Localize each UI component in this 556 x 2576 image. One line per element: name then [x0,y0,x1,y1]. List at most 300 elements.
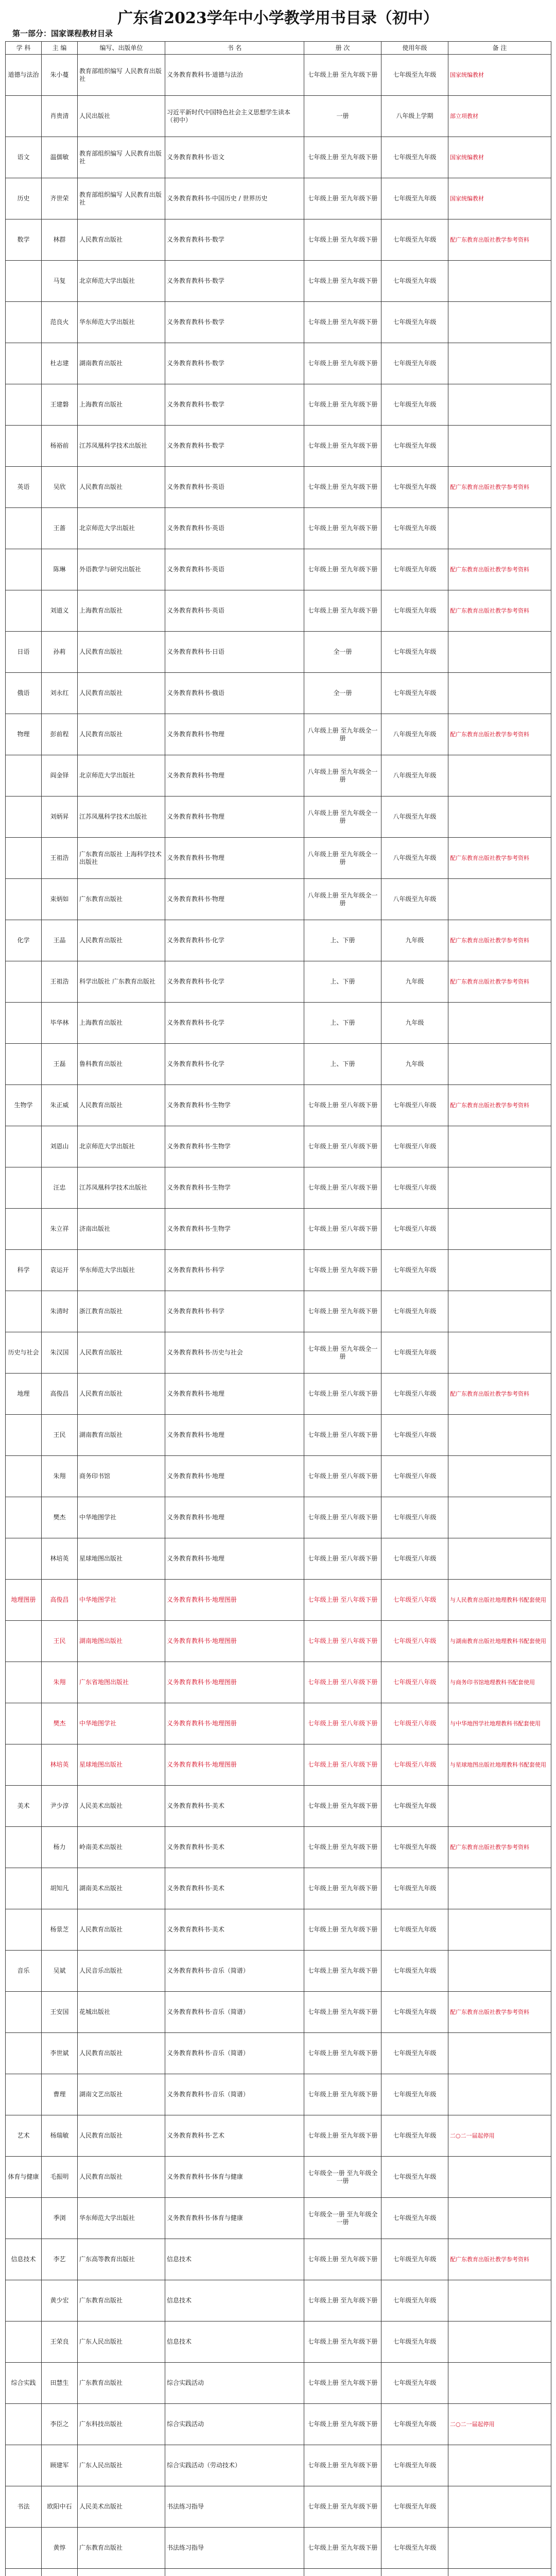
table-row [6,1415,551,1456]
table-header-row [6,42,551,55]
table-cell-publisher: 中华地图学社 [78,1497,165,1538]
header-editor: 主 编 [42,42,78,55]
table-cell-note: 配广东教育出版社教学参考资料 [448,1085,551,1126]
table-cell-note: 配广东教育出版社教学参考资料 [448,467,551,508]
table-row [6,508,551,549]
table-row [6,2033,551,2074]
table-cell-grade: 八年级至九年级 [381,714,448,755]
table-cell-subject: 道德与法治 [6,55,42,96]
table-cell-book: 义务教育教科书·生物学 [165,1085,304,1126]
table-cell-book: 义务教育教科书·化学 [165,1003,304,1044]
table-cell-editor: 王祖浩 [42,838,78,879]
table-cell-publisher: 中华地图学社 [78,1703,165,1744]
table-cell-book: 义务教育教科书·化学 [165,1044,304,1085]
table-row [6,96,551,137]
table-cell-grade: 七年级至九年级 [381,2528,448,2569]
table-cell-book: 义务教育教科书·美术 [165,1909,304,1951]
table-cell-note: 配广东教育出版社教学参考资料 [448,2239,551,2280]
table-cell-publisher: 广东科技出版社 [78,2404,165,2445]
table-cell-grade: 七年级至九年级 [381,2363,448,2404]
table-row [6,1703,551,1744]
table-row [6,1497,551,1538]
table-cell-note [448,343,551,384]
table-cell-volume: 七年级上册 至九年级下册 [304,1868,381,1909]
table-cell-book: 义务教育教科书·物理 [165,755,304,796]
table-cell-volume: 全一册 [304,632,381,673]
table-cell-note: 二○二一届起停用 [448,2115,551,2157]
table-cell-editor: 彭前程 [42,714,78,755]
table-cell-volume: 八年级上册 至九年级全一册 [304,838,381,879]
table-cell-volume: 七年级上册 至九年级下册 [304,2321,381,2363]
table-row [6,1332,551,1374]
table-cell-volume: 七年级上册 至八年级下册 [304,1167,381,1209]
table-row [6,1209,551,1250]
table-cell-subject [6,343,42,384]
table-cell-subject: 地理图册 [6,1580,42,1621]
table-row [6,1662,551,1703]
table-cell-note [448,1003,551,1044]
table-cell-editor: 阎金铎 [42,755,78,796]
table-cell-note [448,2445,551,2486]
table-cell-book: 义务教育教科书·音乐（简谱） [165,1992,304,2033]
catalog-table [5,41,551,2576]
table-cell-subject: 综合实践 [6,2363,42,2404]
table-cell-grade: 七年级至九年级 [381,549,448,590]
section-heading: 第一部分：国家课程教材目录 [12,29,113,38]
table-cell-grade: 七年级至九年级 [381,2280,448,2321]
table-row [6,1621,551,1662]
header-subject: 学 科 [6,42,42,55]
table-row [6,879,551,920]
table-cell-book: 书法练习指导 [165,2528,304,2569]
table-cell-note [448,2074,551,2115]
table-cell-note [448,1868,551,1909]
table-cell-note [448,1044,551,1085]
table-cell-note [448,632,551,673]
table-cell-subject: 数学 [6,219,42,261]
table-cell-volume: 七年级全一册 至九年级全一册 [304,2157,381,2198]
table-row [6,1538,551,1580]
table-cell-note: 配广东教育出版社教学参考资料 [448,549,551,590]
table-cell-subject [6,1209,42,1250]
table-cell-volume: 七年级上册 至九年级下册 [304,343,381,384]
table-cell-publisher: 北京师范大学出版社 [78,755,165,796]
table-row [6,1044,551,1085]
table-cell-subject: 日语 [6,632,42,673]
table-cell-publisher: 人民教育出版社 [78,1085,165,1126]
table-cell-editor: 毛振明 [42,2157,78,2198]
table-cell-book: 义务教育教科书·英语 [165,549,304,590]
table-cell-subject [6,590,42,632]
table-cell-volume: 七年级上册 至九年级下册 [304,2486,381,2528]
table-cell-book: 义务教育教科书·体育与健康 [165,2198,304,2239]
table-cell-book: 义务教育教科书·音乐（简谱） [165,2074,304,2115]
table-cell-note [448,2033,551,2074]
table-cell-book: 义务教育教科书·地理图册 [165,1580,304,1621]
table-cell-grade: 七年级至八年级 [381,1415,448,1456]
table-row [6,796,551,838]
table-cell-volume: 七年级上册 至九年级下册 [304,549,381,590]
table-cell-volume: 七年级上册 至九年级下册 [304,1786,381,1827]
table-cell-publisher: 华东师范大学出版社 [78,1250,165,1291]
table-row [6,1456,551,1497]
table-row [6,632,551,673]
table-cell-note [448,302,551,343]
table-cell-book: 义务教育教科书·化学 [165,920,304,961]
table-cell-publisher: 济南出版社 [78,1209,165,1250]
table-cell-volume: 七年级上册 至九年级下册 [304,2363,381,2404]
table-cell-publisher: 人民教育出版社 [78,1909,165,1951]
table-cell-editor: 林群 [42,219,78,261]
table-cell-grade: 七年级至九年级 [381,1827,448,1868]
table-cell-book: 义务教育教科书·生物学 [165,1126,304,1167]
table-cell-publisher: 北京师范大学出版社 [78,261,165,302]
table-row [6,1909,551,1951]
table-cell-editor: 毕华林 [42,1003,78,1044]
table-cell-editor: 曹理 [42,2074,78,2115]
table-cell-editor: 朱清时 [42,1291,78,1332]
table-cell-editor: 朱正威 [42,1085,78,1126]
table-cell-publisher: 人民美术出版社 [78,2486,165,2528]
table-row [6,1827,551,1868]
table-cell-grade: 七年级至九年级 [381,632,448,673]
table-cell-book: 义务教育教科书·体育与健康 [165,2157,304,2198]
table-cell-subject [6,1044,42,1085]
table-cell-grade: 七年级至九年级 [381,2074,448,2115]
table-cell-note [448,796,551,838]
table-cell-grade: 七年级至九年级 [381,137,448,178]
table-cell-subject [6,755,42,796]
table-cell-volume: 七年级上册 至八年级下册 [304,1497,381,1538]
table-cell-subject [6,2528,42,2569]
table-cell-publisher: 人民教育出版社 [78,2115,165,2157]
table-cell-publisher: 人民音乐出版社 [78,1951,165,1992]
table-cell-book [165,2569,304,2576]
table-cell-grade: 七年级至九年级 [381,426,448,467]
table-cell-publisher: 湖南美术出版社 [78,1868,165,1909]
table-cell-book: 义务教育教科书·生物学 [165,1167,304,1209]
table-cell-volume: 七年级上册 至九年级下册 [304,2033,381,2074]
table-cell-note: 与人民教育出版社地理教科书配套使用 [448,1580,551,1621]
table-cell-book: 义务教育教科书·中国历史 / 世界历史 [165,178,304,219]
table-cell-volume: 七年级上册 至九年级下册 [304,137,381,178]
table-cell-editor: 肖贵清 [42,96,78,137]
table-cell-editor: 王安国 [42,1992,78,2033]
table-cell-grade: 七年级至八年级 [381,1085,448,1126]
table-cell-volume: 上、下册 [304,961,381,1003]
table-cell-publisher: 人民教育出版社 [78,673,165,714]
table-cell-publisher: 广东高等教育出版社 [78,2239,165,2280]
table-cell-editor: 王磊 [42,1044,78,1085]
table-row [6,673,551,714]
table-cell-volume: 七年级上册 至九年级下册 [304,1992,381,2033]
table-row [6,261,551,302]
table-cell-note: 国家统编教材 [448,55,551,96]
table-cell-note [448,755,551,796]
table-cell-editor: 吴欣 [42,467,78,508]
table-cell-editor: 林培英 [42,1744,78,1786]
table-cell-subject [6,2074,42,2115]
table-cell-grade: 七年级至九年级 [381,384,448,426]
table-cell-note: 国家统编教材 [448,178,551,219]
table-cell-editor: 顾建军 [42,2445,78,2486]
table-cell-editor: 李世斌 [42,2033,78,2074]
table-cell-note [448,1126,551,1167]
table-cell-book: 义务教育教科书·生物学 [165,1209,304,1250]
table-cell-editor: 王民 [42,1415,78,1456]
table-cell-grade: 七年级至八年级 [381,1497,448,1538]
table-cell-grade: 八年级至九年级 [381,838,448,879]
table-cell-note: 配广东教育出版社教学参考资料 [448,961,551,1003]
table-cell-volume: 七年级上册 至九年级下册 [304,2528,381,2569]
table-cell-volume: 七年级上册 至九年级下册 [304,2239,381,2280]
table-cell-subject [6,2033,42,2074]
table-cell-subject: 美术 [6,1786,42,1827]
table-cell-book: 义务教育教科书·日语 [165,632,304,673]
table-cell-subject [6,1909,42,1951]
table-cell-grade: 七年级至八年级 [381,1538,448,1580]
table-row [6,178,551,219]
table-cell-editor: 王晶 [42,920,78,961]
table-cell-subject [6,1415,42,1456]
table-cell-volume: 八年级上册 至九年级全一册 [304,879,381,920]
table-cell-book: 义务教育教科书·数学 [165,261,304,302]
table-row [6,384,551,426]
table-cell-subject [6,879,42,920]
table-row [6,2528,551,2569]
table-cell-publisher: 星球地图出版社 [78,1744,165,1786]
table-row [6,2239,551,2280]
table-cell-subject: 艺术 [6,2115,42,2157]
table-cell-editor: 朱翔 [42,1662,78,1703]
table-cell-subject [6,1868,42,1909]
table-cell-note [448,2569,551,2576]
table-cell-editor: 孙莉 [42,632,78,673]
table-cell-note: 配广东教育出版社教学参考资料 [448,219,551,261]
table-cell-grade: 七年级至九年级 [381,261,448,302]
table-cell-note [448,1951,551,1992]
table-row [6,2074,551,2115]
table-cell-note: 配广东教育出版社教学参考资料 [448,1992,551,2033]
table-cell-grade: 七年级至九年级 [381,2321,448,2363]
header-publisher: 编写、出版单位 [78,42,165,55]
table-cell-grade: 七年级至九年级 [381,2404,448,2445]
table-cell-book: 义务教育教科书·地理图册 [165,1662,304,1703]
table-cell-editor: 刘恩山 [42,1126,78,1167]
table-row [6,1786,551,1827]
table-cell-grade: 八年级至九年级 [381,796,448,838]
table-cell-note [448,879,551,920]
table-cell-volume: 七年级上册 至八年级下册 [304,1662,381,1703]
table-cell-editor: 樊杰 [42,1703,78,1744]
table-cell-note [448,2157,551,2198]
table-cell-volume: 七年级上册 至八年级下册 [304,1538,381,1580]
table-cell-grade: 七年级至九年级 [381,1250,448,1291]
table-cell-book: 义务教育教科书·物理 [165,714,304,755]
table-cell-subject: 体育与健康 [6,2157,42,2198]
table-cell-note: 与湖南教育出版社地理教科书配套使用 [448,1621,551,1662]
table-cell-note [448,261,551,302]
table-cell-publisher: 广东省地图出版社 [78,1662,165,1703]
table-cell-publisher: 人民教育出版社 [78,714,165,755]
table-cell-publisher: 人民出版社 [78,96,165,137]
table-cell-subject [6,2280,42,2321]
table-body [6,55,551,2576]
table-cell-book: 义务教育教科书·美术 [165,1827,304,1868]
table-cell-volume: 八年级上册 至九年级全一册 [304,796,381,838]
table-cell-editor: 樊杰 [42,1497,78,1538]
table-cell-volume: 上、下册 [304,920,381,961]
table-cell-volume: 七年级上册 至九年级下册 [304,2404,381,2445]
table-cell-note [448,1415,551,1456]
table-cell-publisher: 湖南地图出版社 [78,1621,165,1662]
table-cell-subject: 语文 [6,137,42,178]
table-cell-note [448,2528,551,2569]
table-cell-editor: 袁运开 [42,1250,78,1291]
table-cell-note [448,2321,551,2363]
table-cell-volume: 上、下册 [304,1003,381,1044]
table-cell-editor: 欧阳中石 [42,2486,78,2528]
table-cell-subject: 历史与社会 [6,1332,42,1374]
table-row [6,1580,551,1621]
table-cell-subject [6,1827,42,1868]
table-row [6,1992,551,2033]
table-cell-book: 义务教育教科书·地理图册 [165,1703,304,1744]
table-row [6,467,551,508]
table-cell-volume: 七年级上册 至八年级下册 [304,1085,381,1126]
table-cell-editor [42,2569,78,2576]
table-row [6,1374,551,1415]
table-cell-editor: 胡知凡 [42,1868,78,1909]
table-cell-book: 义务教育教科书·美术 [165,1868,304,1909]
table-cell-publisher: 教育部组织编写 人民教育出版社 [78,137,165,178]
table-cell-book: 义务教育教科书·物理 [165,879,304,920]
table-row [6,219,551,261]
table-row [6,1868,551,1909]
table-cell-note: 配广东教育出版社教学参考资料 [448,920,551,961]
table-cell-publisher: 广东人民出版社 [78,2445,165,2486]
table-cell-grade: 七年级至八年级 [381,1126,448,1167]
table-cell-editor: 高俊昌 [42,1580,78,1621]
table-cell-note [448,1250,551,1291]
table-cell-volume: 一册 [304,96,381,137]
table-cell-subject [6,2198,42,2239]
table-row [6,343,551,384]
table-cell-grade: 九年级 [381,1044,448,1085]
table-cell-grade: 七年级至九年级 [381,508,448,549]
table-cell-publisher: 科学出版社 广东教育出版社 [78,961,165,1003]
table-cell-publisher: 岭南美术出版社 [78,1827,165,1868]
table-row [6,2404,551,2445]
table-row [6,1003,551,1044]
table-cell-grade: 九年级 [381,961,448,1003]
table-cell-book: 义务教育教科书·俄语 [165,673,304,714]
table-row [6,302,551,343]
table-cell-editor: 杨景芝 [42,1909,78,1951]
table-cell-volume: 七年级上册 至九年级下册 [304,1951,381,1992]
table-cell-volume: 七年级上册 至九年级全一册 [304,1332,381,1374]
table-cell-subject: 物理 [6,714,42,755]
table-cell-book: 义务教育教科书·语文 [165,137,304,178]
table-cell-subject [6,796,42,838]
table-cell-editor: 刘道义 [42,590,78,632]
table-cell-note: 配广东教育出版社教学参考资料 [448,590,551,632]
table-cell-subject [6,549,42,590]
table-cell-note: 与商务印书馆地理教科书配套使用 [448,1662,551,1703]
table-cell-subject [6,261,42,302]
table-cell-grade: 七年级至八年级 [381,1621,448,1662]
table-cell-book: 义务教育教科书·科学 [165,1291,304,1332]
header-book: 书 名 [165,42,304,55]
table-cell-editor: 朱汉国 [42,1332,78,1374]
table-cell-grade: 八年级上学期 [381,96,448,137]
table-cell-editor: 李臣之 [42,2404,78,2445]
table-cell-note: 部立项教材 [448,96,551,137]
table-cell-editor: 王蔷 [42,508,78,549]
table-cell-editor: 温儒敏 [42,137,78,178]
table-cell-grade: 七年级至九年级 [381,1291,448,1332]
table-cell-note: 二○二一届起停用 [448,2404,551,2445]
table-cell-note [448,1456,551,1497]
table-cell-publisher: 人民教育出版社 [78,2033,165,2074]
table-cell-grade: 七年级至八年级 [381,1703,448,1744]
table-cell-volume: 七年级上册 至八年级下册 [304,1456,381,1497]
table-cell-subject [6,96,42,137]
table-row [6,2115,551,2157]
table-cell-volume: 七年级上册 至九年级下册 [304,508,381,549]
table-cell-subject [6,1662,42,1703]
table-cell-book: 义务教育教科书·地理图册 [165,1744,304,1786]
table-cell-subject [6,838,42,879]
table-cell-publisher: 人民教育出版社 [78,632,165,673]
table-cell-book: 义务教育教科书·历史与社会 [165,1332,304,1374]
table-cell-volume: 七年级上册 至八年级下册 [304,1126,381,1167]
table-cell-grade: 七年级至八年级 [381,1374,448,1415]
table-cell-publisher: 广东教育出版社 [78,2528,165,2569]
table-cell-editor: 尹少淳 [42,1786,78,1827]
table-cell-editor: 田慧生 [42,2363,78,2404]
table-cell-subject: 书法 [6,2486,42,2528]
table-cell-volume: 七年级上册 至八年级下册 [304,1703,381,1744]
table-cell-subject: 信息技术 [6,2239,42,2280]
table-cell-subject: 英语 [6,467,42,508]
table-cell-subject [6,2404,42,2445]
table-row [6,1126,551,1167]
table-cell-volume: 七年级上册 至八年级下册 [304,1744,381,1786]
table-row [6,426,551,467]
table-cell-grade: 八年级至九年级 [381,879,448,920]
table-cell-note [448,1786,551,1827]
table-cell-editor: 杜志建 [42,343,78,384]
table-cell-publisher: 北京师范大学出版社 [78,508,165,549]
table-cell-grade: 七年级至九年级 [381,219,448,261]
table-cell-volume [304,2569,381,2576]
table-cell-publisher: 人民美术出版社 [78,1786,165,1827]
table-cell-publisher: 花城出版社 [78,1992,165,2033]
table-cell-book: 习近平新时代中国特色社会主义思想学生读本（初中） [165,96,304,137]
table-cell-volume: 八年级上册 至九年级全一册 [304,714,381,755]
table-cell-volume: 七年级上册 至九年级下册 [304,178,381,219]
table-cell-publisher: 广东教育出版社 上海科学技术出版社 [78,838,165,879]
table-cell-subject: 音乐 [6,1951,42,1992]
header-volume: 册 次 [304,42,381,55]
table-cell-editor: 王祖浩 [42,961,78,1003]
table-cell-grade: 七年级至九年级 [381,1786,448,1827]
table-cell-book: 义务教育教科书·数学 [165,302,304,343]
table-cell-book: 义务教育教科书·地理 [165,1456,304,1497]
table-cell-editor: 杨瑞敏 [42,2115,78,2157]
table-cell-grade: 七年级至九年级 [381,2115,448,2157]
